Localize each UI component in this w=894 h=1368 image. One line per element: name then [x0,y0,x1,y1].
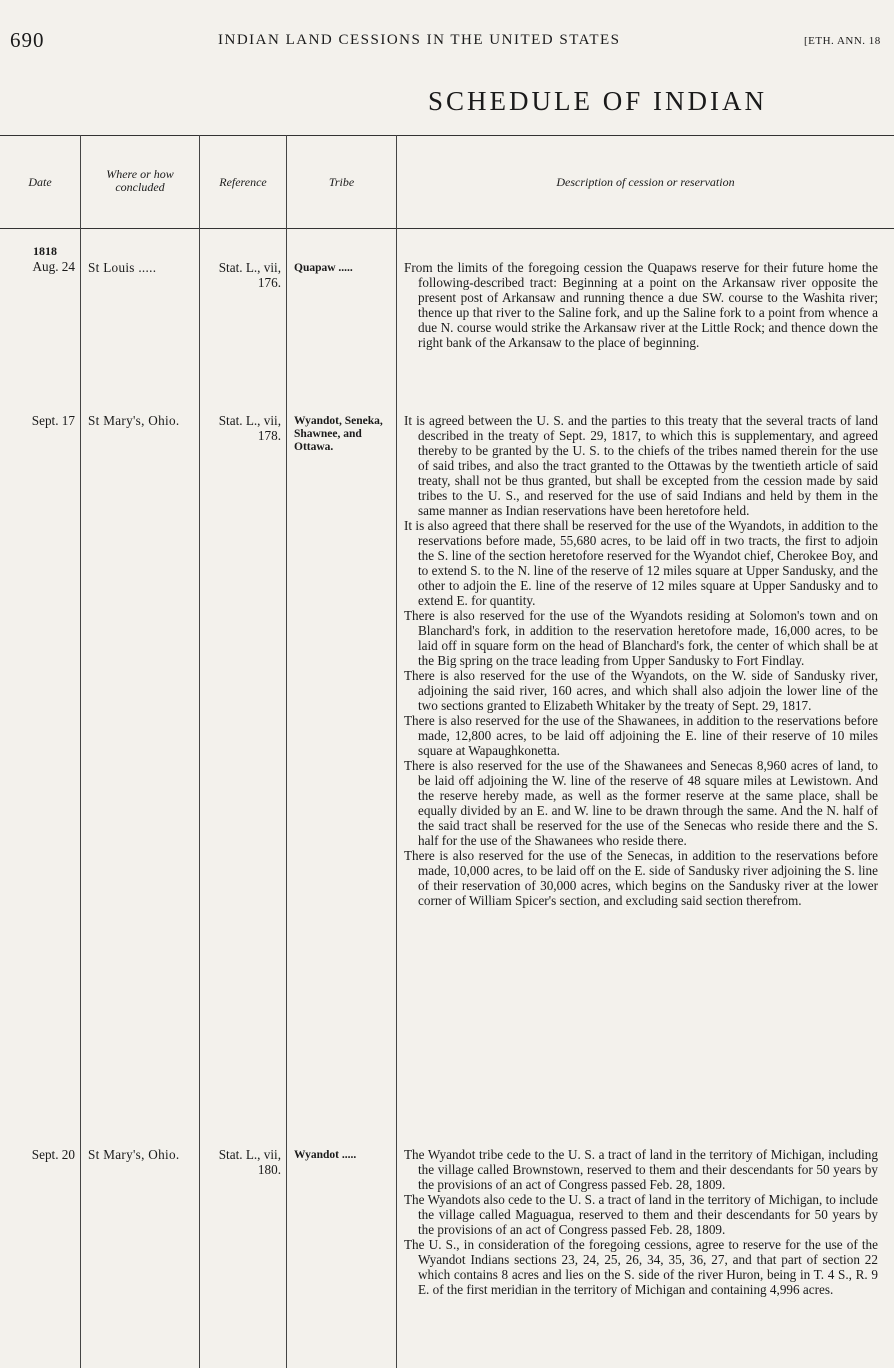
column-divider [80,135,81,1368]
table-header-rule [0,228,894,229]
description-paragraph: It is agreed between the U. S. and the parties to this treaty that the several tracts of land described in the treaty of Sept. 29, 1817, to which this is supplementary, and agreed thereby to be granted by the U. S. to the chiefs of the tribes named therein for the use of said tribes, and also the tract granted to the Ottawas by the twentieth article of said treaty, shall not be thus granted, but shall be excepted from the cession made by said tribes to the U. S., and reserved for the use of said Indians and held by them in the same manner as Indian reservations have been heretofore held. [404,413,878,518]
entry-where: St Mary's, Ohio. [88,413,180,428]
page-number: 690 [10,28,45,52]
running-title: INDIAN LAND CESSIONS IN THE UNITED STATES [218,32,621,48]
column-divider [396,135,397,1368]
description-paragraph: It is also agreed that there shall be reserved for the use of the Wyandots, in addition to the reservations before made, 55,680 acres, to be laid off in two tracts, the first to adjoin the S. line of the section heretofore reserved for the Wyandot chief, Cherokee Boy, and to extend S. to the N. line of the reserve of 12 miles square at Upper Sandusky, and the other to adjoin the E. line of the reserve of 12 miles square at Upper Sandusky and to extend E. for quantity. [404,518,878,608]
schedule-title: SCHEDULE OF INDIAN [428,86,767,116]
description-paragraph: The Wyandots also cede to the U. S. a tract of land in the territory of Michigan, to include the village called Maguagua, reserved to them and their descendants for 50 years by the provisions of an act of Congress passed Feb. 28, 1809. [404,1192,878,1237]
entry-tribe: Wyandot ..... [294,1149,357,1161]
entry-where: St Louis ..... [88,260,157,275]
entry-reference: Stat. L., vii, 176. [218,260,281,290]
description-paragraph: The Wyandot tribe cede to the U. S. a tract of land in the territory of Michigan, including the village called Brownstown, reserved to them and their descendants for 50 years by the provisions of an act of Congress passed Feb. 28, 1809. [404,1147,878,1192]
edition-label: [ETH. ANN. 18 [804,35,881,47]
entry-tribe: Quapaw ..... [294,262,353,274]
entry-reference: Stat. L., vii, 180. [218,1147,281,1177]
column-header-date: Date [28,175,52,189]
running-header [0,28,894,58]
entry-description [404,1147,878,1297]
description-paragraph: The U. S., in consideration of the foregoing cessions, agree to reserve for the use of the Wyandot Indians sections 23, 24, 25, 26, 34, 35, 36, 27, and that part of section 22 which contains 8 acres and lies on the S. side of the river Huron, being in T. 4 S., R. 9 E. of the first meridian in the territory of Michigan and containing 4,996 acres. [404,1237,878,1297]
entry-tribe: Wyandot, Seneka, Shawnee, and Ottawa. [294,415,383,453]
entry-day: Sept. 20 [31,1147,75,1162]
column-divider [199,135,200,1368]
column-header-reference: Reference [219,175,267,189]
entry-day: Sept. 17 [31,413,75,428]
description-paragraph: There is also reserved for the use of the Wyandots, on the W. side of Sandusky river, adjoining the said river, 160 acres, and which shall also adjoin the lower line of the two sections granted to Elizabeth Whitaker by the treaty of Sept. 29, 1817. [404,668,878,713]
description-paragraph: There is also reserved for the use of the Senecas, in addition to the reservations before made, 10,000 acres, to be laid off on the E. side of Sandusky river adjoining the S. line of their reservation of 30,000 acres, which begins on the Sandusky river at the lower corner of William Spicer's section, and excluding said section therefrom. [404,848,878,908]
entry-date [5,244,75,274]
entry-year: 1818 [33,244,57,258]
description-paragraph: There is also reserved for the use of the Wyandots residing at Solomon's town and on Blanchard's fork, in addition to the reservation heretofore made, 16,000 acres, to be laid off in square form on the head of Blanchard's fork, the center of which shall be at the Big spring on the trace leading from Upper Sandusky to Fort Findlay. [404,608,878,668]
entry-where: St Mary's, Ohio. [88,1147,180,1162]
entry-date [5,413,75,428]
column-divider [286,135,287,1368]
description-paragraph: There is also reserved for the use of the Shawanees and Senecas 8,960 acres of land, to be laid off adjoining the W. line of the reserve of 48 square miles at Lewistown. And the reserve hereby made, as well as the former reserve at the same place, shall be equally divided by an E. and W. line to be drawn through the same. And the N. half of the said tract shall be reserved for the use of the Senecas who reside there and the S. half for the use of the Shawanees who reside there. [404,758,878,848]
description-paragraph: There is also reserved for the use of the Shawanees, in addition to the reservations before made, 12,800 acres, to be laid off adjoining the E. line of their reserve of 10 miles square at Wapaughkonetta. [404,713,878,758]
table-top-rule [0,135,894,136]
description-paragraph: From the limits of the foregoing cession the Quapaws reserve for their future home the following-described tract: Beginning at a point on the Arkansaw river opposite the present post of Arkansaw and running thence a due SW. course to the Washita river; thence up that river to the Saline fork, and up the Saline fork to a point from whence a due N. course would strike the Arkansaw river at the Little Rock; and thence down the right bank of the Arkansaw to the place of beginning. [404,260,878,350]
column-header-where: Where or how concluded [106,167,174,194]
column-header-tribe: Tribe [328,175,355,189]
entry-date [5,1147,75,1162]
entry-description [404,260,878,350]
entry-day: Aug. 24 [32,259,75,274]
entry-reference: Stat. L., vii, 178. [218,413,281,443]
entry-description [404,413,878,908]
column-header-description: Description of cession or reservation [556,175,735,189]
